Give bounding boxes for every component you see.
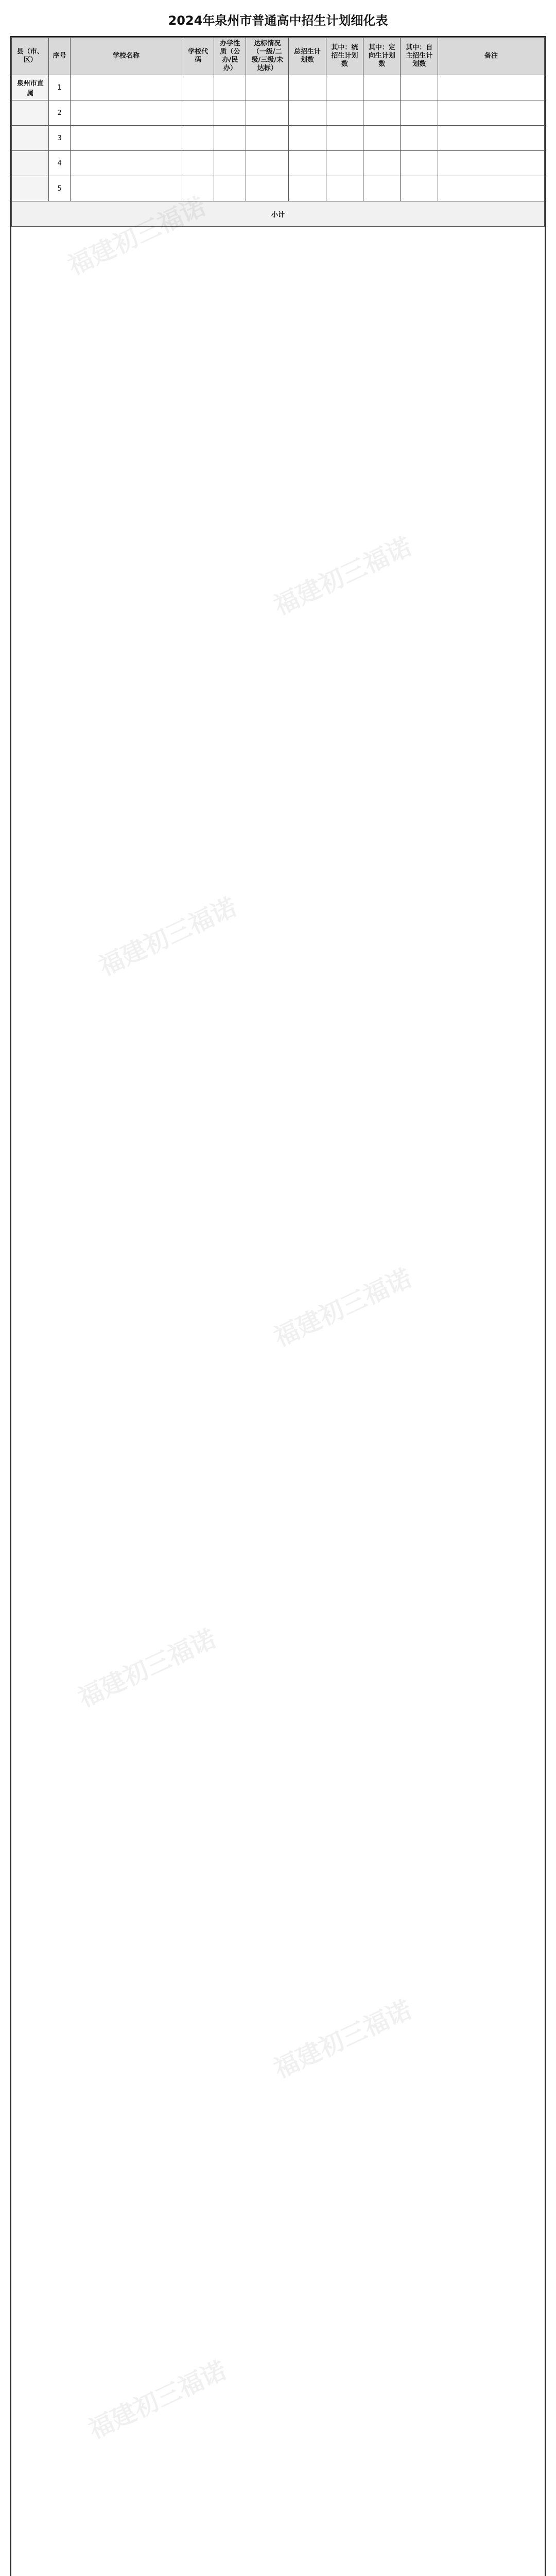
table-cell-std bbox=[246, 75, 289, 100]
table-cell-note bbox=[438, 126, 544, 151]
table-cell-school bbox=[70, 176, 182, 201]
table-row bbox=[12, 126, 545, 151]
table-cell-total bbox=[289, 126, 326, 151]
col-header-plan-type-c: 其中：自主招生计划数 bbox=[401, 38, 438, 75]
table-header-row bbox=[12, 38, 545, 75]
table-row bbox=[12, 151, 545, 176]
table-cell-school bbox=[70, 151, 182, 176]
table-cell-district bbox=[12, 176, 49, 201]
table-cell-idx: 1 bbox=[49, 75, 70, 100]
col-header-note: 备注 bbox=[438, 38, 544, 75]
table-cell-note bbox=[438, 100, 544, 126]
table-body bbox=[12, 75, 545, 227]
watermark: 福建初三福诺 bbox=[63, 192, 211, 281]
table-cell-idx: 4 bbox=[49, 151, 70, 176]
table-cell-school bbox=[70, 100, 182, 126]
table-cell-district: 泉州市直属 bbox=[12, 75, 49, 100]
table-cell-a bbox=[326, 126, 363, 151]
table-cell-code bbox=[182, 100, 214, 126]
table-cell-total bbox=[289, 151, 326, 176]
table-row bbox=[12, 100, 545, 126]
table-cell-std bbox=[246, 151, 289, 176]
table-cell-idx: 3 bbox=[49, 126, 70, 151]
col-header-standard: 达标情况（一级/二级/三级/未达标） bbox=[246, 38, 289, 75]
col-header-school-nature: 办学性质（公办/民办） bbox=[214, 38, 246, 75]
table-cell-total bbox=[289, 100, 326, 126]
table-cell-a bbox=[326, 100, 363, 126]
table-row bbox=[12, 75, 545, 100]
table-cell-c bbox=[401, 176, 438, 201]
table-cell-c bbox=[401, 100, 438, 126]
table-cell-nature bbox=[214, 176, 246, 201]
table-cell-std bbox=[246, 126, 289, 151]
table-cell-note bbox=[438, 75, 544, 100]
enrollment-plan-table bbox=[11, 37, 545, 227]
table-row bbox=[12, 176, 545, 201]
table-cell-district bbox=[12, 151, 49, 176]
table-cell-code bbox=[182, 75, 214, 100]
col-header-plan-type-b: 其中：定向生计划数 bbox=[363, 38, 401, 75]
page-title: 2024年泉州市普通高中招生计划细化表 bbox=[168, 13, 388, 28]
table-cell-nature bbox=[214, 100, 246, 126]
col-header-plan-type-a: 其中：统招生计划数 bbox=[326, 38, 363, 75]
table-cell-c bbox=[401, 75, 438, 100]
table-cell-std bbox=[246, 176, 289, 201]
col-header-total-plan: 总招生计划数 bbox=[289, 38, 326, 75]
table-cell-district bbox=[12, 100, 49, 126]
subtotal-row bbox=[12, 201, 545, 227]
table-cell-nature bbox=[214, 151, 246, 176]
col-header-school-code: 学校代码 bbox=[182, 38, 214, 75]
col-header-school: 学校名称 bbox=[70, 38, 182, 75]
table-cell-std bbox=[246, 100, 289, 126]
table-cell-nature bbox=[214, 75, 246, 100]
watermark: 福建初三福诺 bbox=[84, 2355, 231, 2445]
table-cell-total bbox=[289, 75, 326, 100]
table-cell-note bbox=[438, 176, 544, 201]
table-cell-a bbox=[326, 151, 363, 176]
enrollment-table-container bbox=[10, 36, 546, 2576]
table-cell-code bbox=[182, 126, 214, 151]
table-cell-idx: 5 bbox=[49, 176, 70, 201]
col-header-district: 县（市、区） bbox=[12, 38, 49, 75]
table-cell-b bbox=[363, 75, 401, 100]
table-cell-school bbox=[70, 75, 182, 100]
table-cell-b bbox=[363, 176, 401, 201]
table-cell-b bbox=[363, 126, 401, 151]
table-cell-a bbox=[326, 176, 363, 201]
table-cell-code bbox=[182, 176, 214, 201]
watermark: 福建初三福诺 bbox=[269, 1995, 416, 2084]
table-cell-code bbox=[182, 151, 214, 176]
table-cell-idx: 2 bbox=[49, 100, 70, 126]
table-cell-total bbox=[289, 176, 326, 201]
table-cell-b bbox=[363, 151, 401, 176]
table-cell-c bbox=[401, 126, 438, 151]
col-header-index: 序号 bbox=[49, 38, 70, 75]
table-cell-school bbox=[70, 126, 182, 151]
table-cell-district bbox=[12, 126, 49, 151]
watermark: 福建初三福诺 bbox=[94, 892, 241, 981]
table-cell-b bbox=[363, 100, 401, 126]
table-cell-nature bbox=[214, 126, 246, 151]
watermark: 福建初三福诺 bbox=[74, 1624, 221, 1713]
watermark: 福建初三福诺 bbox=[269, 532, 416, 621]
subtotal-label: 小计 bbox=[12, 201, 545, 227]
table-cell-a bbox=[326, 75, 363, 100]
table-cell-c bbox=[401, 151, 438, 176]
watermark: 福建初三福诺 bbox=[269, 1263, 416, 1352]
table-cell-note bbox=[438, 151, 544, 176]
